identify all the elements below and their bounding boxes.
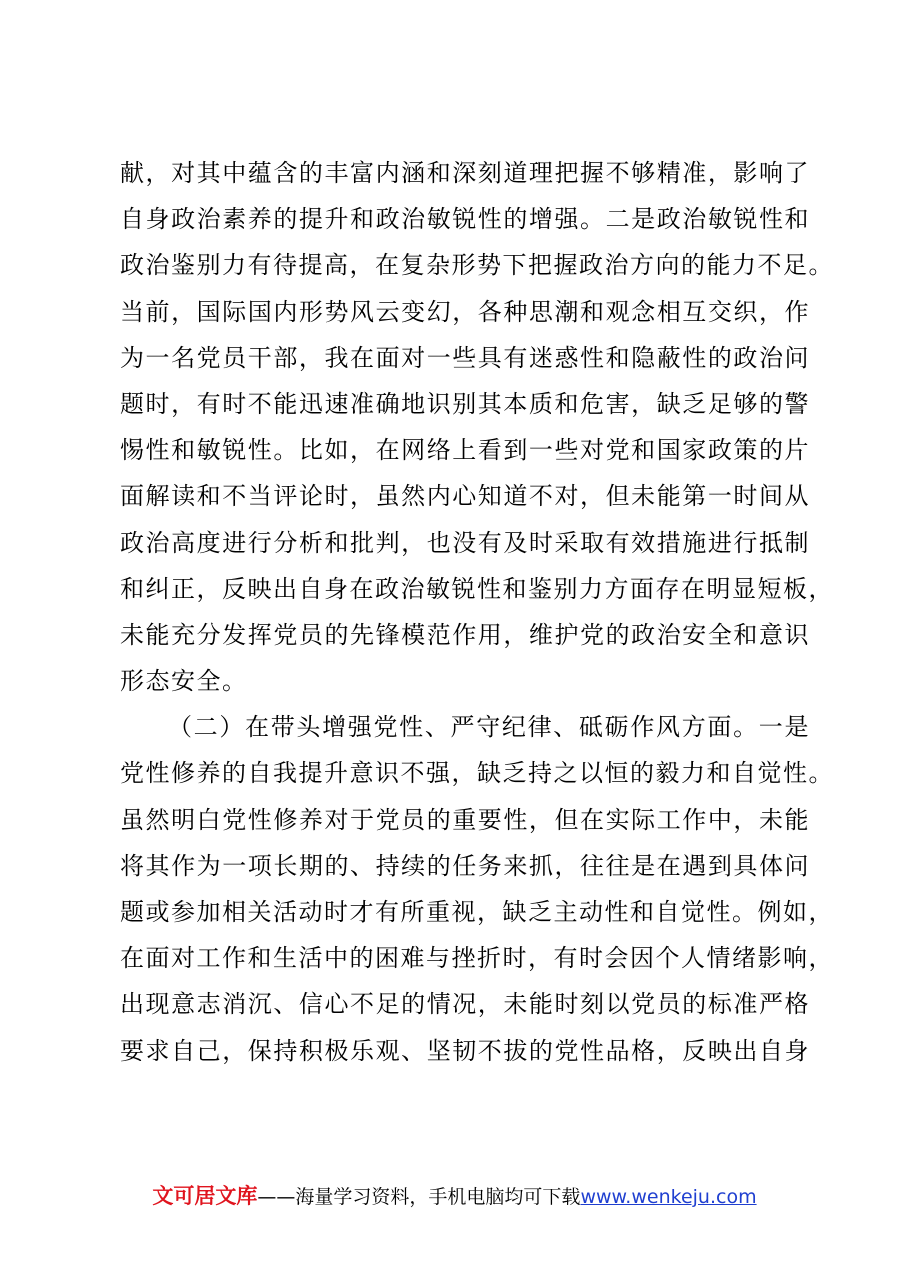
text-line: 题时，有时不能迅速准确地识别其本质和危害，缺乏足够的警 [120, 389, 810, 418]
text-line: 献，对其中蕴含的丰富内涵和深刻道理把握不够精准，影响了 [120, 159, 810, 187]
footer-brand: 文可居文库 [152, 1184, 258, 1208]
text-line: 惕性和敏锐性。比如，在网络上看到一些对党和国家政策的片 [120, 436, 810, 465]
text-line: 将其作为一项长期的、持续的任务来抓，往往是在遇到具体问 [120, 851, 810, 880]
text-line: 为一名党员干部，我在面对一些具有迷惑性和隐蔽性的政治问 [120, 343, 810, 372]
text-line: 题或参加相关活动时才有所重视，缺乏主动性和自觉性。例如， [120, 898, 834, 926]
text-line: 出现意志消沉、信心不足的情况，未能时刻以党员的标准严格 [120, 990, 810, 1019]
text-line: 当前，国际国内形势风云变幻，各种思潮和观念相互交织，作 [120, 297, 810, 326]
text-line: 政治鉴别力有待提高，在复杂形势下把握政治方向的能力不足。 [120, 251, 834, 280]
footer-url-link[interactable]: www.wenkeju.com [580, 1186, 757, 1208]
text-line: 未能充分发挥党员的先锋模范作用，维护党的政治安全和意识 [120, 620, 810, 649]
text-line: 在面对工作和生活中的困难与挫折时，有时会因个人情绪影响， [120, 944, 834, 973]
text-line: 党性修养的自我提升意识不强，缺乏持之以恒的毅力和自觉性。 [120, 759, 834, 788]
text-line: 面解读和不当评论时，虽然内心知道不对，但未能第一时间从 [120, 482, 810, 511]
section-heading-line: （二）在带头增强党性、严守纪律、砥砺作风方面。一是 [168, 713, 810, 742]
footer-banner [0, 1180, 909, 1210]
text-line: 虽然明白党性修养对于党员的重要性，但在实际工作中，未能 [120, 805, 810, 834]
text-line: 自身政治素养的提升和政治敏锐性的增强。二是政治敏锐性和 [120, 205, 810, 234]
document-body [120, 150, 834, 1074]
text-line: 政治高度进行分析和批判，也没有及时采取有效措施进行抵制 [120, 528, 810, 557]
text-line: 要求自己，保持积极乐观、坚韧不拔的党性品格，反映出自身 [120, 1036, 810, 1065]
footer-tagline: ——海量学习资料，手机电脑均可下载 [257, 1186, 581, 1208]
text-line: 和纠正，反映出自身在政治敏锐性和鉴别力方面存在明显短板， [120, 574, 834, 603]
text-line: 形态安全。 [120, 667, 248, 696]
